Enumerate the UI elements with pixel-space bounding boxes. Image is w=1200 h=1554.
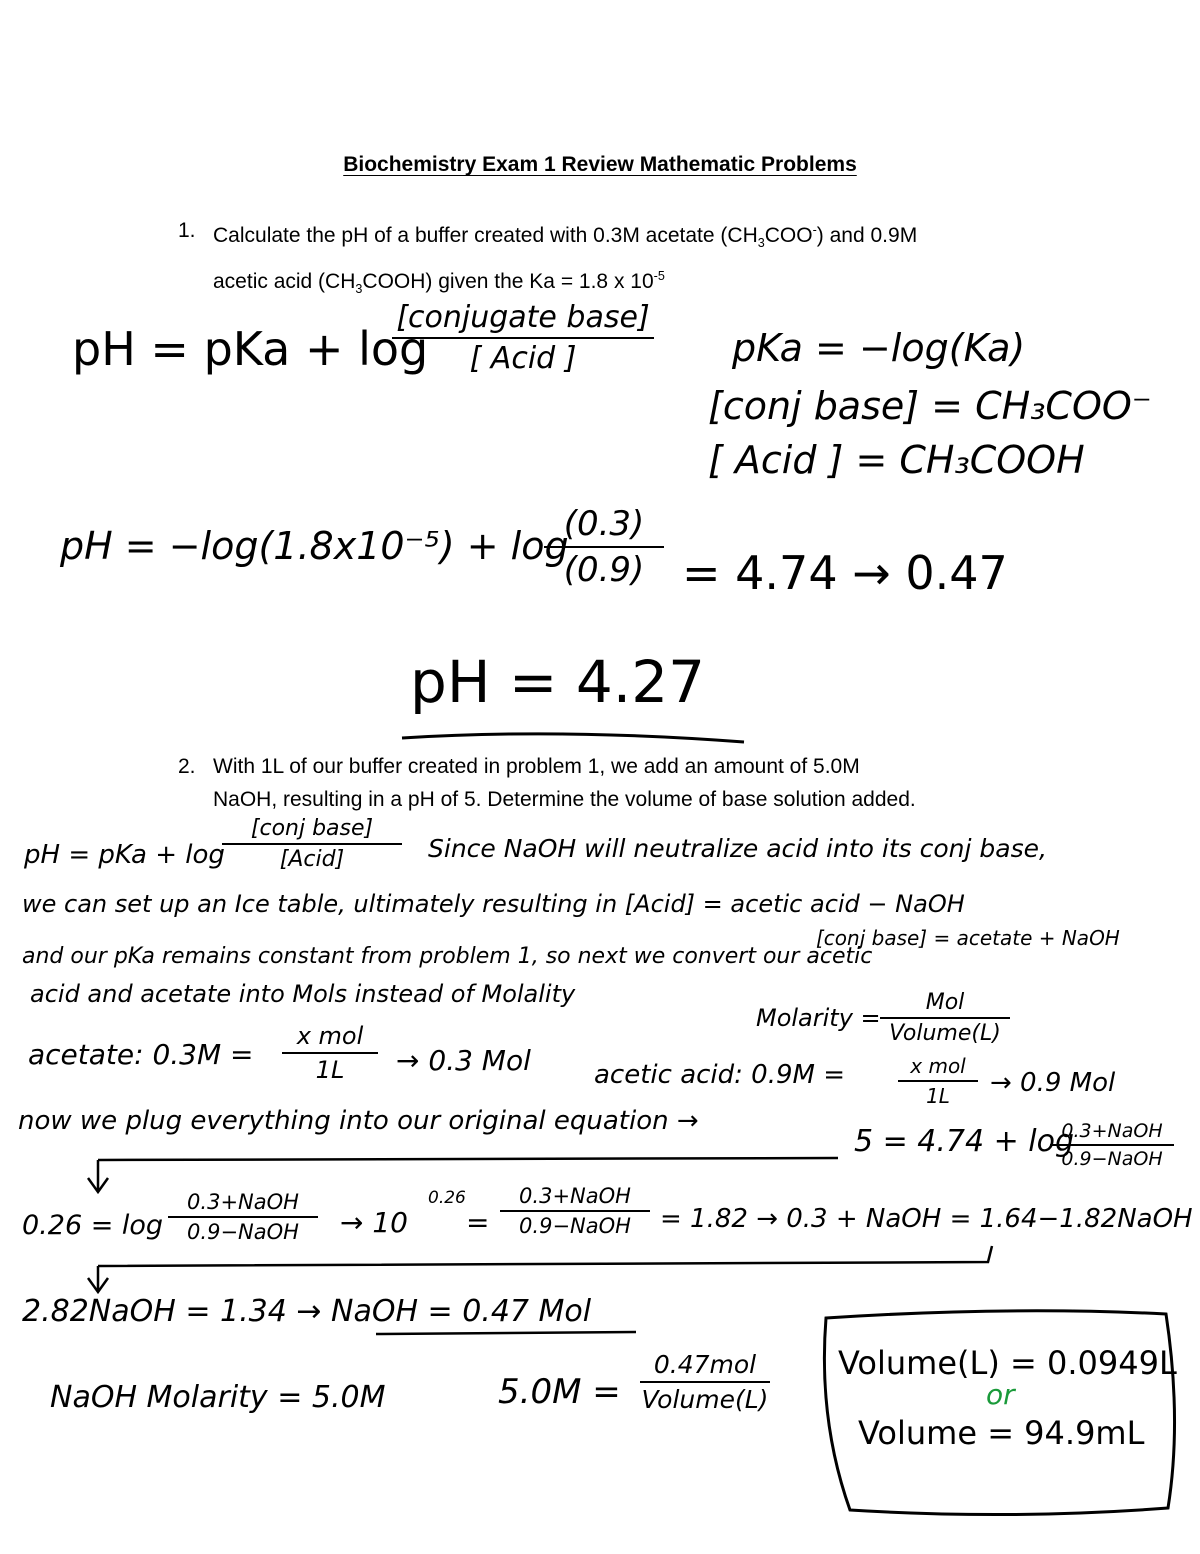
answer-1-underline: [402, 734, 744, 742]
hh2-numerator: [conj base]: [250, 816, 374, 841]
hh2-fraction: [222, 816, 402, 872]
final-numerator: 0.47mol: [653, 1350, 757, 1379]
calc-fraction: [544, 504, 664, 590]
acetic-denominator: 1L: [926, 1084, 950, 1108]
calc-numerator: (0.3): [563, 504, 645, 544]
acetate-fraction: [282, 1022, 378, 1084]
acetate-numerator: x mol: [296, 1022, 364, 1050]
step-a-left: 0.26 = log: [22, 1210, 164, 1241]
answer-1: pH = 4.27: [410, 648, 706, 716]
final-fraction-bar: [640, 1381, 770, 1383]
answer-volume-liters: Volume(L) = 0.0949L: [838, 1344, 1177, 1382]
step-c: = 1.82 → 0.3 + NaOH = 1.64−1.82NaOH: [660, 1204, 1193, 1234]
final-fraction: [640, 1350, 770, 1414]
step-b-base: → 10: [340, 1206, 408, 1239]
molarity-fraction: [880, 990, 1010, 1046]
acetic-numerator: x mol: [910, 1054, 966, 1078]
acetate-denominator: 1L: [315, 1056, 345, 1084]
acetic-result: → 0.9 Mol: [990, 1068, 1116, 1098]
calc-fraction-bar: [544, 546, 664, 548]
hh2-fraction-bar: [222, 843, 402, 845]
step-b-numerator: 0.3+NaOH: [519, 1184, 631, 1208]
step-b-fraction-bar: [500, 1210, 650, 1212]
flow-arrow-1: [88, 1160, 108, 1192]
step-b-denominator: 0.9−NaOH: [519, 1214, 631, 1238]
acetate-fraction-bar: [282, 1052, 378, 1054]
plug-denominator: 0.9−NaOH: [1061, 1148, 1163, 1170]
final-left: 5.0M =: [498, 1372, 621, 1412]
molarity-numerator: Mol: [925, 990, 965, 1015]
calc-result: = 4.74 → 0.47: [682, 546, 1008, 600]
step-a-denominator: 0.9−NaOH: [187, 1220, 299, 1244]
step-a-numerator: 0.3+NaOH: [187, 1190, 299, 1214]
step-a-fraction-bar: [168, 1216, 318, 1218]
since-line: Since NaOH will neutralize acid into its conj base,: [428, 834, 1047, 863]
conj-base-line: [conj base] = acetate + NaOH: [816, 926, 1120, 950]
problem-2-number: 2.: [178, 755, 196, 778]
acetic-left: acetic acid: 0.9M =: [594, 1060, 846, 1090]
answer-volume-ml: Volume = 94.9mL: [858, 1414, 1145, 1452]
pka-definition: pKa = −log(Ka): [732, 326, 1026, 370]
molarity-left: Molarity =: [756, 1004, 881, 1032]
plug-fraction: [1050, 1120, 1174, 1170]
final-denominator: Volume(L): [641, 1385, 769, 1414]
step-b-fraction: [500, 1184, 650, 1238]
step-d: 2.82NaOH = 1.34 → NaOH = 0.47 Mol: [22, 1294, 592, 1329]
step-a-fraction: [168, 1190, 318, 1244]
problem-2-text: With 1L of our buffer created in problem 1, we add an amount of 5.0M NaOH, resulting in a pH of 5. Determine the volume of base solution added.: [213, 755, 916, 811]
problem-1-text: Calculate the pH of a buffer created with 0.3M acetate $(CH_3COO^-)$ and 0.9M acetic acid $(CH_3COOH)$ given the Ka = 1.8 x $10^{-5}$: [213, 223, 918, 297]
acid-definition: [ Acid ] = CH₃COOH: [708, 438, 1085, 482]
hh2-left: pH = pKa + log: [24, 840, 225, 870]
step-b-exponent: 0.26: [428, 1188, 466, 1208]
ice-table-line: we can set up an Ice table, ultimately resulting in [Acid] = acetic acid − NaOH: [22, 890, 965, 918]
flow-arrow-2: [88, 1266, 108, 1292]
conj-base-definition: [conj base] = CH₃COO⁻: [708, 384, 1152, 428]
plug-line: now we plug everything into our original equation →: [18, 1106, 699, 1136]
naoh-underline: [376, 1332, 636, 1334]
molarity-denominator: Volume(L): [889, 1021, 1001, 1046]
hh-numerator: [conjugate base]: [396, 300, 650, 335]
acetate-result: → 0.3 Mol: [396, 1044, 531, 1077]
mols-line: acid and acetate into Mols instead of Molality: [30, 980, 576, 1008]
calc-denominator: (0.9): [563, 550, 645, 590]
hh2-denominator: [Acid]: [279, 847, 345, 872]
hh-fraction: [392, 300, 654, 376]
flow-line-1: [98, 1158, 838, 1160]
hh-fraction-bar: [392, 337, 654, 339]
plug-numerator: 0.3+NaOH: [1061, 1120, 1163, 1142]
flow-line-2: [98, 1246, 992, 1266]
answer-box: [824, 1311, 1174, 1515]
calc-left: pH = −log(1.8x10⁻⁵) + log: [60, 524, 569, 568]
acetic-fraction-bar: [898, 1080, 978, 1082]
acetic-fraction: [898, 1054, 978, 1108]
pka-constant-line: and our pKa remains constant from problem 1, so next we convert our acetic: [22, 944, 873, 969]
hh-equation-left: pH = pKa + log: [72, 322, 429, 376]
naoh-molarity: NaOH Molarity = 5.0M: [50, 1380, 386, 1415]
plug-equation-left: 5 = 4.74 + log: [854, 1124, 1075, 1159]
molarity-fraction-bar: [880, 1017, 1010, 1019]
page-title: Biochemistry Exam 1 Review Mathematic Problems: [343, 153, 857, 176]
plug-fraction-bar: [1050, 1144, 1174, 1146]
problem-1-number: 1.: [178, 219, 196, 242]
hh-denominator: [ Acid ]: [469, 341, 577, 376]
step-b-equals: =: [466, 1206, 490, 1239]
acetate-left: acetate: 0.3M =: [28, 1038, 254, 1071]
answer-or: or: [986, 1378, 1015, 1411]
